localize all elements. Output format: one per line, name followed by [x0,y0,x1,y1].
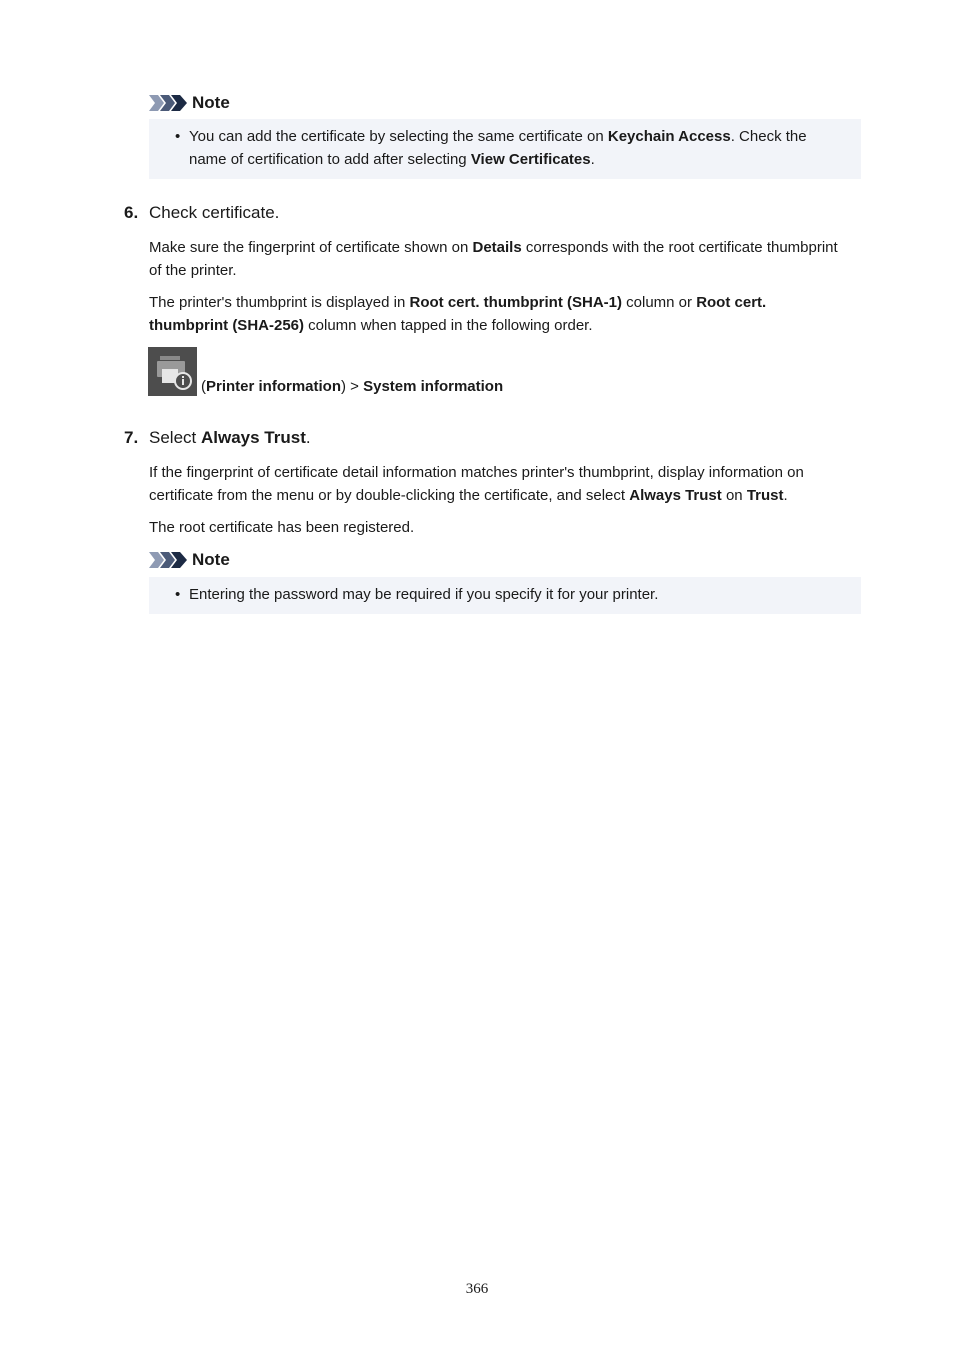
step-number: 6. [124,203,139,222]
step-6-heading [124,202,279,224]
note-label: Note [192,93,230,112]
step-title: Select Always Trust. [149,428,311,447]
note-header [149,549,230,571]
step-6-paragraph-2: The printer's thumbprint is displayed in Root cert. thumbprint (SHA-1) column or Root cert. thumbprint (SHA-256) column when tapped in the following order. [149,294,767,334]
note-box [149,119,861,179]
note-header [149,92,230,114]
bold-term: Always Trust [200,428,306,447]
note-chevron-icon [149,95,187,111]
step-7-heading [124,427,311,449]
note-label: Note [192,550,230,569]
note-item [175,125,845,171]
bullet: • [175,586,181,603]
bold-term: Keychain Access [607,128,731,145]
bold-term: View Certificates [470,151,591,168]
bold-term: Always Trust [629,487,722,504]
note-box [149,577,861,614]
note-text: You can add the certificate by selecting the same certificate on Keychain Access. Check the name of certification to add after selecting View Certificates. [189,128,807,168]
bold-term: Trust [746,487,784,504]
step-number: 7. [124,428,139,447]
step-title: Check certificate. [149,203,280,222]
page-number: 366 [465,1281,489,1297]
step-7-paragraph-2: The root certificate has been registered. [149,519,415,536]
step-6-paragraph-1: Make sure the fingerprint of certificate shown on Details corresponds with the root certificate thumbprint of the printer. [149,239,838,279]
note-item [175,583,845,606]
bold-term: System information [363,378,504,395]
bold-term: Printer information [206,378,342,395]
note-text: Entering the password may be required if you specify it for your printer. [189,586,659,603]
bold-term: Root cert. thumbprint (SHA-1) [409,294,622,311]
step-7-paragraph-1: If the fingerprint of certificate detail information matches printer's thumbprint, display information on certificate from the menu or by double-clicking the certificate, and select Always Trust on Trust. [149,464,804,504]
menu-path [148,347,503,396]
bullet: • [175,128,181,145]
bold-term: Details [472,239,522,256]
printer-information-icon [148,347,197,396]
menu-path-text: (Printer information) > System information [201,378,504,395]
bold-term: Root cert. thumbprint (SHA-256) [149,294,767,334]
note-chevron-icon [149,552,187,568]
